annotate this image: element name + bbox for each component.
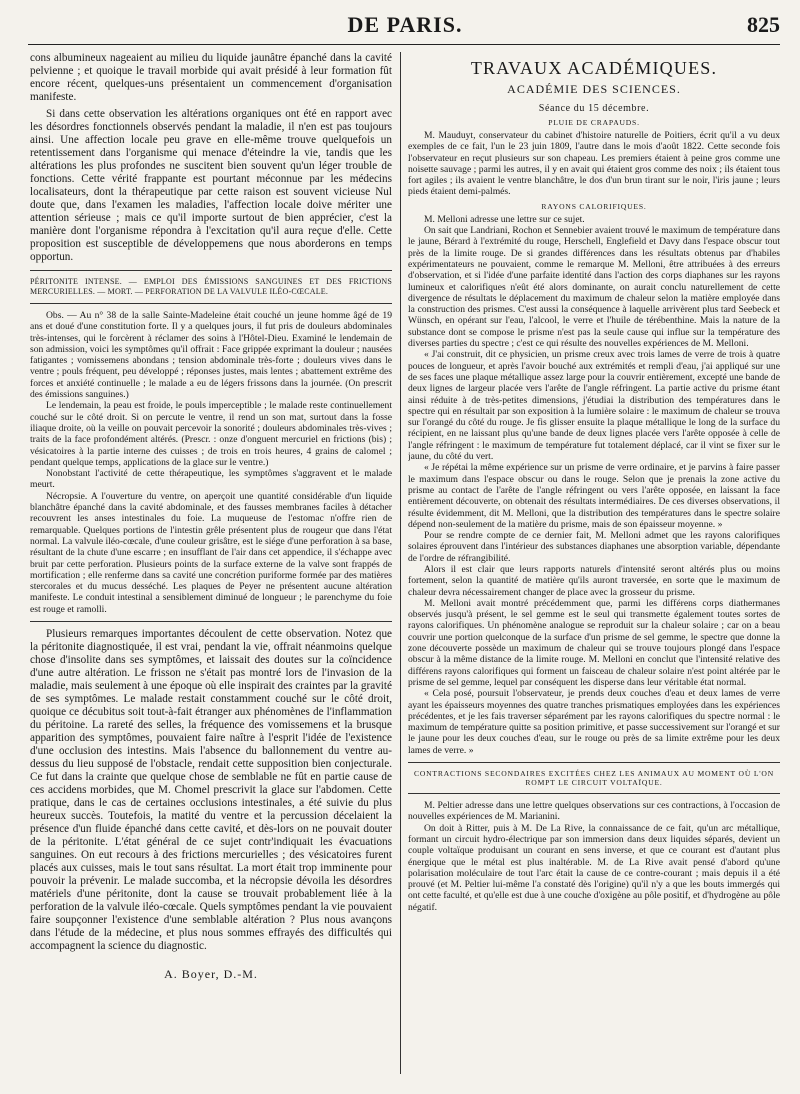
paragraph: M. Melloni adresse une lettre sur ce sujet. <box>424 213 585 225</box>
paragraph: Nonobstant l'activité de cette thérapeutique, les symptômes s'aggravent et le malade meurt. <box>30 468 392 491</box>
paragraph: « Je répétai la même expérience sur un prisme de verre ordinaire, et je parvins à faire passer le maximum dans l'espace obscur ou dans le rouge. Selon que je prenais la zone active du prisme au contact de l'arête de l'angle réfringent ou vers l'arête opposée, en laissant la face entièrement découverte, on obtenait des résultats intermédiaires. De ces diverses observations, il résulte évidemment, dit M. Melloni, que la distribution des températures dans le spectre solaire dépend non-seulement de la matière du prisme, mais de son épaisseur moyenne. » <box>408 462 780 530</box>
paragraph: Pour se rendre compte de ce dernier fait, M. Melloni admet que les rayons calorifiques solaires éprouvent dans l'intérieur des substances diaphanes une absorption variable, dépendante de l'ordre de réfrangibilité. <box>408 530 780 564</box>
subsection-title: RAYONS CALORIFIQUES. <box>541 201 647 211</box>
column-divider <box>400 52 401 1074</box>
paragraph: Alors il est clair que leurs rapports naturels d'intensité seront altérés plus ou moins fortement, selon la quantité de matière qu'ils auront traversée, en sorte que le maximum de chaleur devra nécessairement changer de place avec la grosseur du prisme. <box>408 563 780 598</box>
paragraph: « J'ai construit, dit ce physicien, un prisme creux avec trois lames de verre de trois à quatre pouces de longueur, et après l'avoir bouché aux extrémités et rempli d'eau, j'ai appliqué sur une de ses faces une plaque métallique assez large pour la couvrir entièrement, excepté une bande de deux lignes de largeur placée vers l'arête de l'angle réfringent. La partie active du prisme étant ainsi réduite à de très-petites dimensions, j'étudiai la distribution des températures dans le spectre qui en résultait par son exposition à la lumière solaire : le maximum de chaleur se trouva sur l'orangé du côté du rouge. Je fis glisser ensuite la plaque métallique le long de la surface du récipient, en ne laissant plus qu'une bande de deux lignes placée vers l'arête opposée à celle de l'angle réfringent : le maximum de température fut totalement déplacé, car il vint se fixer sur le jaune, du côté du vert. <box>408 349 780 463</box>
right-column <box>408 52 780 1082</box>
section-heading: TRAVAUX ACADÉMIQUES. <box>470 58 718 78</box>
session-date: Séance du 15 décembre. <box>538 103 650 114</box>
paragraph: Nécropsie. A l'ouverture du ventre, on aperçoit une quantité considérable d'un liquide blanchâtre épanché dans la cavité abdominale, et des fausses membranes faciles à détacher recouvrent les anses intestinales du foie. La muqueuse de l'estomac n'offre rien de remarquable. Quelques portions de l'intestin grêle présentent plus de rougeur que dans l'état normal. La valvule iléo-cœcale, d'une couleur grisâtre, est le siége d'une perforation à sa base, résultant de la chute d'une escarre ; en insufflant de l'air dans cet appendice, il s'échappe avec bruit par cette perforation. Plusieurs points de la surface externe de la valve sont frappés de mortification ; elle renferme dans sa cavité une concrétion puriforme formée par des matières stercorales et du mucus desséché. Les plaques de Peyer ne présentent aucune altération manifeste. Le conduit intestinal a sensiblement diminué de longueur ; le parenchyme du foie est rouge et ramolli. <box>30 490 392 615</box>
signature: A. Boyer, D.-M. <box>164 967 258 982</box>
paragraph: On doit à Ritter, puis à M. De La Rive, la connaissance de ce fait, qu'un arc métallique, formant un circuit hydro-électrique par son immersion dans deux liquides séparés, devient un couple voltaïque produisant un courant en sens inverse, et que ce courant est d'autant plus énergique que le métal est plus inaltérable. M. de La Rive avait pensé d'abord qu'une polarisation moléculaire de tout l'arc était la cause de ce contre-courant ; mais depuis il a été prouvé (et M. Peltier lui-même l'a constaté dès l'origine) qu'il n'y a que les bouts immergés qui ont cette faculté, et qu'elle est due à une couche d'oxigène au pôle positif, et d'hydrogène au pôle négatif. <box>408 822 780 913</box>
left-column <box>30 52 392 1082</box>
paragraph: « Cela posé, poursuit l'observateur, je prends deux couches d'eau et deux lames de verre ayant les épaisseurs moyennes des quatre tranches prismatiques employées dans les expériences précédentes, et je les fais traverser séparément par les rayons calorifiques du spectre normal : le maximum de température quitte sa position primitive, et passe successivement sur l'orangé et sur le jaune pour les deux couches d'eau, sur le rouge ou près de sa limite extrême pour les deux lames de verre. » <box>408 688 780 756</box>
paragraph: M. Melloni avait montré précédemment que, parmi les différens corps diathermanes observés jusqu'à présent, le sel gemme est le seul qui transmette également toutes sortes de rayons calorifiques. Un phénomène analogue se reproduit sur la chaleur solaire ; car on a beau couvrir une portion quelconque de la surface d'un prisme de sel gemme, le spectre que donne la zone découverte possède un maximum de chaleur qui se trouve toujours plongé dans l'espace obscur à la même distance de la limite rouge. M. Melloni en conclut que l'intensité relative des différens rayons calorifiques qui forment un faisceau de chaleur solaire n'est point altérée par le prisme de sel gemme, lequel par conséquent les disperse dans leur véritable état normal. <box>408 597 780 688</box>
paragraph: Obs. — Au n° 38 de la salle Sainte-Madeleine était couché un jeune homme âgé de 19 ans et doué d'une constitution forte. Il y a quelques jours, il fut pris de douleurs abdominales très-intenses, qui le forcèrent à réclamer des soins à l'Hôtel-Dieu. Examiné le lendemain de son admission, voici les symptômes qu'il offrait : Face grippée exprimant la douleur ; nausées fatigantes ; vomissemens abondans ; tension abdominale très-forte ; douleurs vives dans le ventre ; pouls fréquent, peu développé ; réponses justes, mais lentes ; abattement extrême des forces et anxiété continuelle ; le malade a eu de légers frissons dans la journée. (On prescrit des émissions sanguines.) <box>30 310 392 401</box>
paragraph: On sait que Landriani, Rochon et Sennebier avaient trouvé le maximum de température dans le jaune, Bérard à l'extrémité du rouge, Herschell, Englefield et Davy dans l'espace obscur tout près de la limite rouge. De si grandes différences dans les résultats obtenus par d'habiles expérimentateurs ne pouvaient, comme le remarque M. Melloni, être attribuées à des erreurs d'observation, et si l'idée d'une parfaite identité dans l'action des corps diaphanes sur les rayons lumineux et calorifiques n'eût été alors dominante, on aurait conclu naturellement de cette divergence de résultats le déplacement du maximum de chaleur selon la matière employée dans la construction des prismes. C'est aussi la conséquence à laquelle arrivèrent plus tard Seebeck et Wünsch, en opérant sur l'eau, l'alcool, le verre et l'huile de térébenthine. Mais la nature de la substance dont se compose le prisme n'est pas la seule cause qui influe sur la température des diverses parties du spectre ; c'est ce qui résulte des nouvelles expériences de M. Melloni. <box>408 225 780 350</box>
case-title: PÉRITONITE INTENSE. — EMPLOI DES ÉMISSIONS SANGUINES ET DES FRICTIONS MERCURIELLES. — MORT. — PERFORATION DE LA VALVULE ILÉO-CŒCALE. <box>30 277 392 296</box>
paragraph: cons albumineux nageaient au milieu du liquide jaunâtre épanché dans la cavité pelvienne ; et quoique le travail morbide qui avait présidé à leur formation fût encore récent, quelques-uns présentaient un commencement d'organisation manifeste. <box>30 52 392 103</box>
page-number: 825 <box>747 12 780 37</box>
paragraph: Le lendemain, la peau est froide, le pouls imperceptible ; le malade reste continuellement couché sur le côté droit. Si on percute le ventre, il rend un son mat, surtout dans la fosse iliaque droite, où la veille on pouvait percevoir la sonorité ; douleurs abdominales très-vives ; traits de la face profondément altérés. (Prescr. : onze d'onguent mercuriel en frictions (bis) ; vésicatoires à la partie interne des cuisses ; de trois en trois heures, 4 grains de calomel ; pendant quelque temps, applications de la glace sur le ventre.) <box>30 400 392 468</box>
paragraph: Si dans cette observation les altérations organiques ont été en rapport avec les désordres fonctionnels observés pendant la maladie, il n'en est pas toujours ainsi. Une affection locale peu grave en elle-même trouve quelquefois un retentissement dans l'organisme qui menace d'éteindre la vie, tandis que les altérations les plus profondes ne suscitent bien souvent qu'un léger trouble de fonctions. Cette vérité frappante est pourtant méconnue par les médecins localisateurs, dont la thérapeutique par cette raison est souvent vicieuse Nul doute que, dans l'examen les maladies, l'affection locale doive mériter une attention sérieuse ; mais ce qu'il importe surtout de bien apprécier, c'est la manière dont l'organisme répondra à l'excitation qu'il aura reçue d'elle. Cette proposition est susceptible de développemens que nous aborderons en temps opportun. <box>30 108 392 263</box>
divider <box>30 270 392 271</box>
subsection-title: PLUIE DE CRAPAUDS. <box>548 118 640 127</box>
subsection-title: CONTRACTIONS SECONDAIRES EXCITÉES CHEZ LES ANIMAUX AU MOMENT OÙ L'ON ROMPT LE CIRCUIT VOLTAÏQUE. <box>413 769 774 788</box>
paragraph: M. Peltier adresse dans une lettre quelques observations sur ces contractions, à l'occasion de nouvelles expériences de M. Marianini. <box>408 800 780 823</box>
running-title: DE PARIS. <box>347 12 463 37</box>
paragraph: M. Mauduyt, conservateur du cabinet d'histoire naturelle de Poitiers, écrit qu'il a vu deux exemples de ce fait, l'un le 23 juin 1809, l'autre dans le mois d'août 1822. Cette seconde fois l'observateur en reçut plusieurs sur son chapeau. Les premiers étaient à peine gros comme une noisette sauvage ; parmi les autres, il y en avait qui étaient gros comme des noix ; ils étaient tous fort agiles ; ils avaient le ventre blanchâtre, le dos d'un brun tirant sur le noir, l'iris jaune ; leurs pieds étaient demi-palmés. <box>408 130 780 198</box>
section-subheading: ACADÉMIE DES SCIENCES. <box>507 82 681 96</box>
divider <box>30 621 392 622</box>
divider <box>408 762 780 763</box>
paragraph: Plusieurs remarques importantes découlent de cette observation. Notez que la péritonite diagnostiquée, il est vrai, pendant la vie, offrait néanmoins quelque chose d'insolite dans ses symptômes, et laissait des doutes sur la coïncidence d'une autre altération. Le frisson ne s'était pas montré lors de l'invasion de la maladie, mais seulement à une époque où elle inspirait des craintes par la gravité de ses symptômes. Le malade restait constamment couché sur le côté droit, quoique ce décubitus soit tout-à-fait étranger aux phénomènes de l'inflammation du péritoine. La rareté des selles, la fréquence des vomissemens et la brusque apparition des symptômes, pouvaient faire naître à l'esprit l'idée de l'existence d'une occlusion des intestins. Mais l'absence du ballonnement du ventre au-dessus du lieu supposé de l'obstacle, rendait cette supposition bien conjecturale. Ce fut dans la crainte que quelque chose de semblable ne fût en partie cause de ces accidens morbides, que M. Chomel prescrivit la glace sur l'abdomen. Cette pratique, dans le cas de certaines occlusions intestinales, a été suivie du plus heureux succès. Toutefois, la matité du ventre et la percussion décelaient la présence d'un fluide épanché dans cette cavité, et dès-lors on ne pouvait douter de la péritonite. L'état général de ce sujet contr'indiquait les évacuations sanguines. On eut recours à des frictions mercurielles ; des vésicatoires furent placés aux cuisses, mais le tout sans résultat. La mort était trop imminente pour pouvoir la prévenir. Le malade succomba, et la nécropsie dévoila les désordres matériels d'une péritonite, dont la cause se trouvait probablement liée à la perforation de la valvule iléo-cœcale. Quels symptômes pendant la vie pouvaient faire soupçonner l'existence d'une semblable altération ? Plus nous avançons dans l'étude de la médecine, et plus nous sommes effrayés des difficultés qui accompagnent la science du diagnostic. <box>30 628 392 953</box>
header-rule <box>28 44 780 45</box>
divider <box>30 303 392 304</box>
page-header <box>30 4 780 40</box>
divider <box>408 793 780 794</box>
